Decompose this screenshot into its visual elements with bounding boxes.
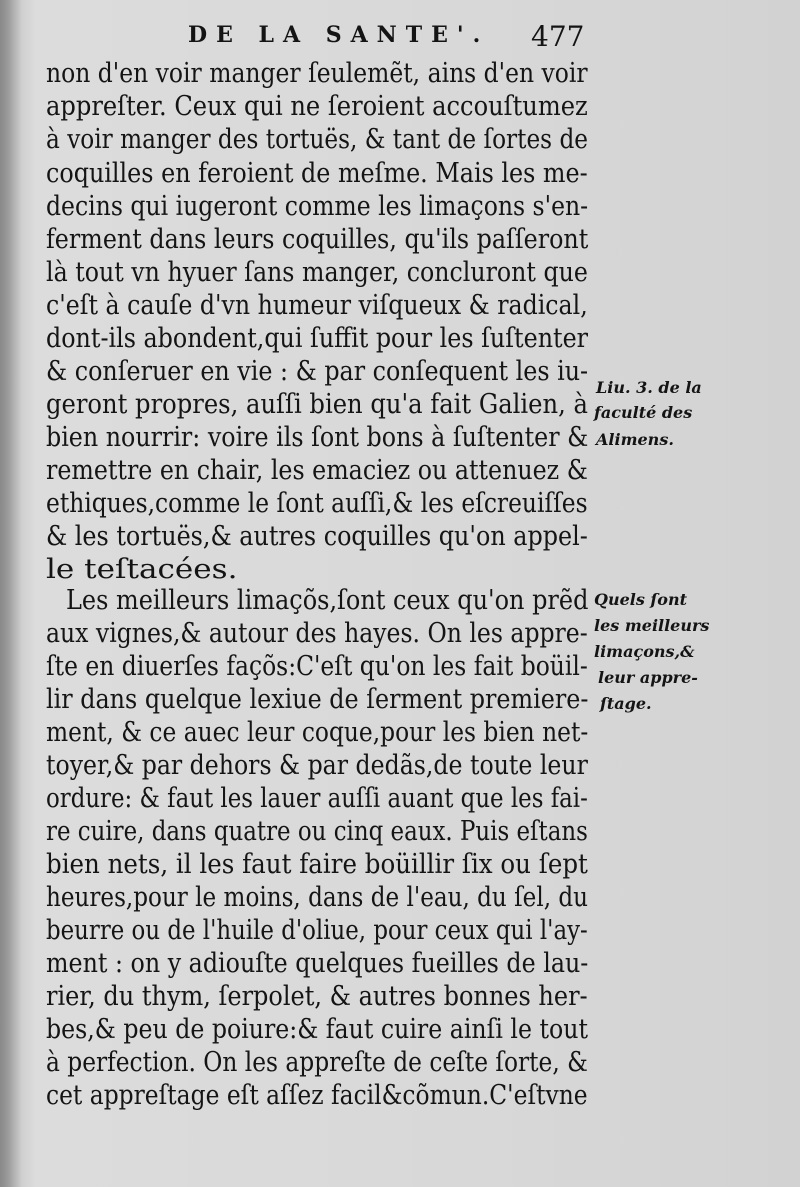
text-line: ferment dans leurs coquilles, qu'ils paſſeront [46,224,589,255]
text-line: geront propres, auſſi bien qu'a fait Galien, à [46,389,588,420]
text-line: le teſtacées. [46,554,238,585]
margin-note-line: leur appre- [598,668,698,687]
margin-note-line: faculté des [594,403,693,422]
text-line: & les tortuës,& autres coquilles qu'on appel- [46,521,588,552]
text-line: rier, du thym, ſerpolet, & autres bonnes her- [46,981,588,1012]
text-line: cet appreſtage eſt aſſez facil&cõmun.C'eſtvne [46,1080,588,1111]
text-line: Les meilleurs limaçõs,ſont ceux qu'on prẽd [66,585,589,616]
text-line: dont-ils abondent,qui ſuffit pour les ſuſtenter [46,323,589,354]
text-line: lir dans quelque lexiue de ſerment premiere- [46,684,589,715]
margin-note-line: Quels ſont [594,590,687,609]
text-line: ment, & ce auec leur coque,pour les bien net- [46,717,589,748]
text-line: decins qui iugeront comme les limaçons s'en- [46,191,589,222]
text-line: toyer,& par dehors & par dedãs,de toute leur [46,750,588,781]
text-line: à perfection. On les appreſte de ceſte ſorte, & [46,1047,588,1078]
text-line: re cuire, dans quatre ou cinq eaux. Puis eſtans [46,816,588,847]
text-line: aux vignes,& autour des hayes. On les appre- [46,618,588,649]
text-line: & conſeruer en vie : & par conſequent les iu- [46,356,589,387]
margin-note-line: Liu. 3. de la [596,378,702,397]
running-head: DE LA SANTE'. [188,22,490,48]
text-line: à voir manger des tortuës, & tant de ſortes de [46,124,589,155]
text-line: non d'en voir manger ſeulemẽt, ains d'en voir [46,58,588,89]
margin-note-line: les meilleurs [594,616,710,635]
text-line: appreſter. Ceux qui ne ſeroient accouſtumez [46,91,588,122]
margin-note-line: ſtage. [600,694,652,713]
text-line: bien nourrir: voire ils ſont bons à ſuſtenter & [46,422,589,453]
text-line: ordure: & faut les lauer auſſi auant que les fai- [46,783,588,814]
text-line: remettre en chair, les emaciez ou attenuez & [46,455,588,486]
text-line: beurre ou de l'huile d'oliue, pour ceux qui l'ay- [46,915,588,946]
text-line: coquilles en feroient de meſme. Mais les me- [46,158,588,189]
text-line: bes,& peu de poiure:& faut cuire ainſi le tout [46,1014,588,1045]
margin-note-line: Alimens. [596,430,674,449]
text-line: ment : on y adiouſte quelques fueilles de lau- [46,948,589,979]
page-number: 477 [531,20,585,53]
text-line: c'eſt à cauſe d'vn humeur viſqueux & radical, [46,290,588,321]
margin-note-line: limaçons,& [594,642,695,661]
text-line: ſte en diuerſes façõs:C'eſt qu'on les fait boüil- [46,651,588,682]
text-line: là tout vn hyuer ſans manger, concluront que [46,257,588,288]
text-line: ethiques,comme le ſont auſſi,& les eſcreuiſſes [46,488,588,519]
text-line: bien nets, il les faut faire boüillir ſix ou ſept [46,849,588,880]
text-line: heures,pour le moins, dans de l'eau, du ſel, du [46,882,589,913]
binding-gutter-shadow [0,0,22,1187]
